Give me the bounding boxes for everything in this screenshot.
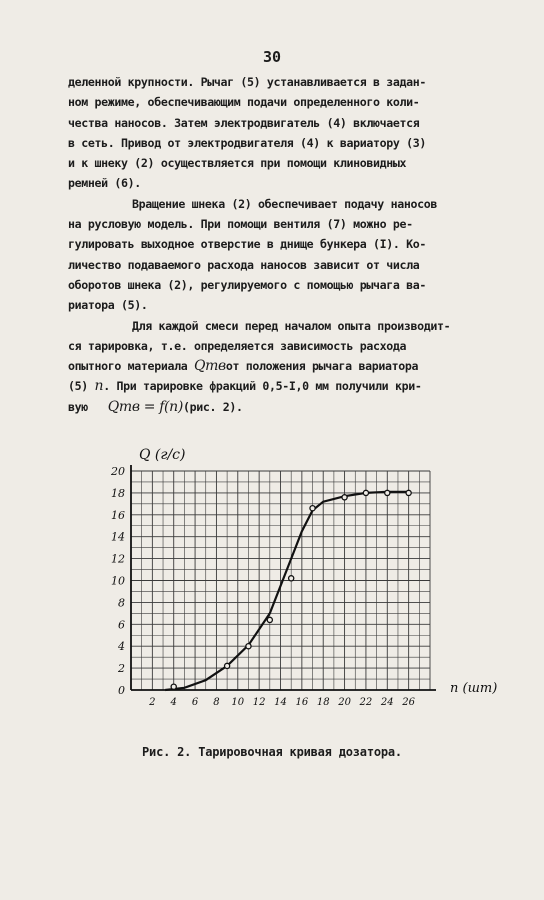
formula-q-of-n: Qтв = f(n) xyxy=(107,398,183,415)
text-segment: от положения рычага вариатора xyxy=(225,359,419,374)
x-tick-label: 24 xyxy=(380,697,394,708)
y-tick-label: 14 xyxy=(111,530,125,544)
data-point xyxy=(267,617,272,622)
text-line xyxy=(68,376,500,396)
data-point xyxy=(385,490,390,495)
x-tick-label: 4 xyxy=(170,697,177,708)
x-tick-label: 22 xyxy=(359,697,373,708)
paragraph-2 xyxy=(68,194,500,316)
text-line: деленной крупности. Рычаг (5) устанавливается в задан- xyxy=(68,75,427,89)
paragraph-3 xyxy=(68,316,500,417)
x-tick-label: 6 xyxy=(191,697,199,708)
y-tick-label: 16 xyxy=(111,508,125,522)
text-line: на русловую модель. При помощи вентиля (7) можно ре- xyxy=(68,217,413,232)
y-tick-label: 20 xyxy=(111,465,125,478)
data-point xyxy=(310,506,315,511)
y-tick-label: 12 xyxy=(111,552,125,566)
text-line xyxy=(68,356,500,376)
text-line: и к шнеку (2) осуществляется при помощи клиновидных xyxy=(68,156,407,171)
x-tick-label: 2 xyxy=(149,697,156,708)
formula-q-mv: Qтв xyxy=(193,358,226,375)
x-tick-label: 8 xyxy=(213,697,220,708)
x-tick-label: 12 xyxy=(252,697,266,708)
text-line: ном режиме, обеспечивающим подачи определенного коли- xyxy=(68,95,420,110)
text-line: чества наносов. Затем электродвигатель (4) включается xyxy=(68,115,420,130)
figure-caption: Рис. 2. Тарировочная кривая дозатора. xyxy=(142,745,402,759)
calibration-curve xyxy=(165,492,408,690)
data-point xyxy=(363,490,368,495)
text-line: Для каждой смеси перед началом опыта производит- xyxy=(132,318,451,333)
page-number: 30 xyxy=(262,48,282,66)
data-point xyxy=(289,576,294,581)
x-tick-label: 10 xyxy=(231,697,245,708)
text-segment: При тарировке фракций 0,5-I,0 мм получили кри- xyxy=(116,379,422,394)
y-tick-label: 0 xyxy=(118,684,125,697)
y-tick-label: 6 xyxy=(118,618,125,632)
y-tick-label: 10 xyxy=(111,574,125,588)
text-line: оборотов шнека (2), регулируемого с помощью рычага ва- xyxy=(68,277,427,292)
text-line: личество подаваемого расхода наносов зависит от числа xyxy=(68,257,420,272)
text-segment: (5) xyxy=(68,379,88,394)
y-tick-label: 18 xyxy=(111,486,125,500)
data-point xyxy=(225,663,230,668)
text-segment: вую xyxy=(68,399,88,414)
y-tick-label: 8 xyxy=(118,596,125,610)
x-tick-label: 14 xyxy=(274,697,287,708)
paragraph-1 xyxy=(68,72,500,194)
text-line: Вращение шнека (2) обеспечивает подачу наносов xyxy=(132,196,437,211)
data-point xyxy=(246,644,251,649)
y-tick-label: 4 xyxy=(118,640,125,654)
text-line xyxy=(68,397,500,417)
symbol-n: n xyxy=(94,378,104,395)
text-line: в сеть. Привод от электродвигателя (4) к вариатору (3) xyxy=(68,135,427,150)
text-line: ся тарировка, т.е. определяется зависимость расхода xyxy=(68,338,407,353)
body-text xyxy=(68,72,500,417)
x-tick-label: 26 xyxy=(402,697,416,708)
calibration-figure xyxy=(0,430,544,740)
x-tick-label: 16 xyxy=(295,697,309,708)
x-tick-label: 20 xyxy=(338,697,351,708)
text-line: ремней (6). xyxy=(68,176,141,191)
text-segment: . xyxy=(103,379,110,394)
data-point xyxy=(406,490,411,495)
y-axis-label: Q (г/с) xyxy=(139,447,186,463)
text-line: риатора (5). xyxy=(68,298,148,313)
data-point xyxy=(342,495,347,500)
text-line: гулировать выходное отверстие в днище бункера (I). Ко- xyxy=(68,237,427,252)
text-segment: опытного материала xyxy=(68,359,188,374)
text-segment: (рис. 2). xyxy=(182,399,243,414)
calibration-chart xyxy=(0,430,544,740)
data-point xyxy=(171,684,176,689)
y-tick-label: 2 xyxy=(118,662,125,676)
x-axis-label: n (шт) xyxy=(450,681,498,696)
x-tick-label: 18 xyxy=(316,697,330,708)
